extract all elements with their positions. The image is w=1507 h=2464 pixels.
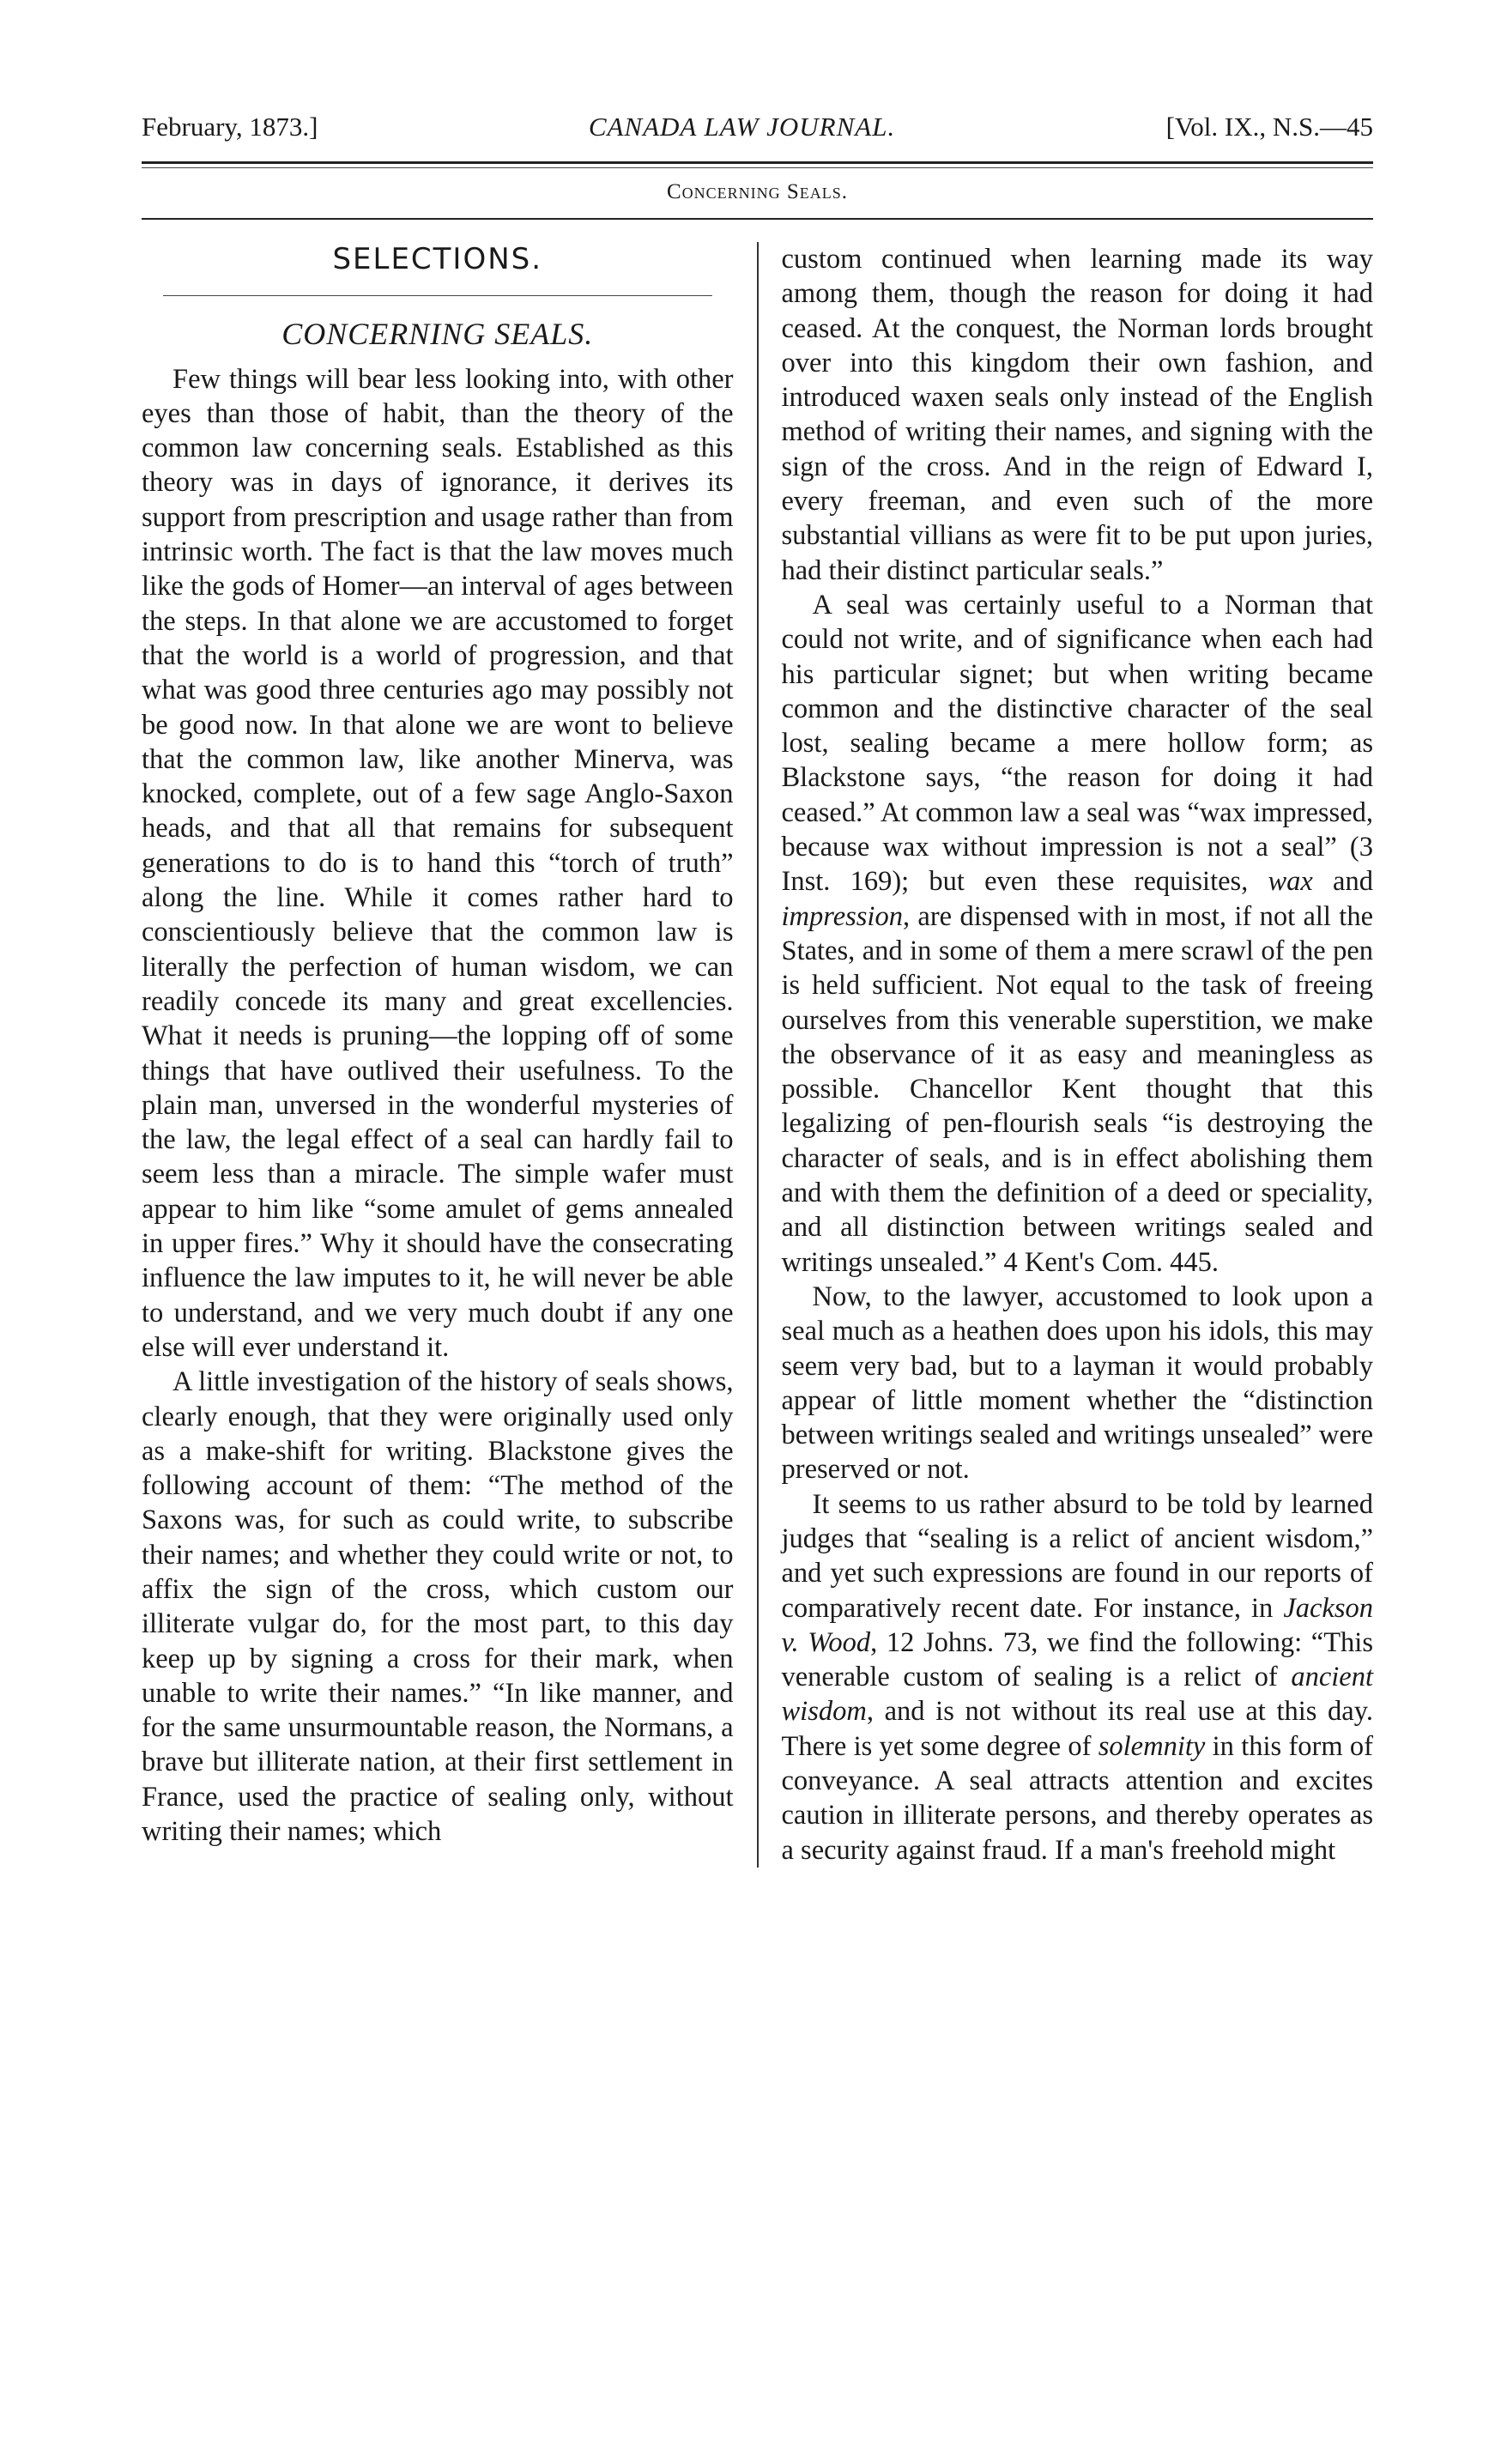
header-date: February, 1873.] [142,112,318,142]
header-volume: [Vol. IX., N.S.—45 [1165,112,1373,142]
paragraph [782,1487,1374,1868]
article-title: CONCERNING SEALS. [281,317,594,352]
text-run: and [1312,866,1373,898]
heading-divider [163,295,712,296]
running-header [142,112,1373,164]
text-run: , 12 Johns. 73, we find the following: “This venerable custom of sealing is a relict of [781,1626,1373,1693]
text-run: , and is not without its real use at this day. There is yet some degree of [781,1696,1373,1762]
column-divider [757,242,759,1868]
paragraph: Few things will bear less looking into, with other eyes than those of habit, than the theory of the common law concerning seals. Established as this theory was in days of ignorance, it derives its support from prescription and usage rather than from intrinsic worth. The fact is that the law moves much like the gods of Homer—an interval of ages between the steps. In that alone we are accustomed to forget that the world is a world of progression, and that what was good three centuries ago may possibly not be good now. In that alone we are wont to believe that the common law, like another Minerva, was knocked, complete, out of a few sage Anglo-Saxon heads, and that all that remains for subsequent generations to do is to hand this “torch of truth” along the line. While it comes rather hard to conscientiously believe that the common law is literally the perfection of human wisdom, we can readily concede its many and great excellencies. What it needs is pruning—the lopping off of some things that have outlived their usefulness. To the plain man, unversed in the wonderful mysteries of the law, the legal effect of a seal can hardly fail to seem less than a miracle. The simple wafer must appear to him like “some amulet of gems annealed in upper fires.” Why it should have the consecrating influence the law imputes to it, he will never be able to understand, and we very much doubt if any one else will ever understand it. [142,363,734,1363]
section-title: Concerning Seals. [142,167,1373,220]
left-column [142,242,734,1868]
paragraph [782,588,1374,1280]
paragraph: Now, to the lawyer, accustomed to look upon a seal much as a heathen does upon his idols, this may seem very bad, but to a layman it would probably appear of little moment whether the “distinction between writings sealed and writings unsealed” were preserved or not. [781,1280,1373,1486]
text-run: A seal was certainly useful to a Norman that could not write, and of significance when each had his particular signet; but when writing became common and the distinctive character of the seal lost, sealing became a mere hollow form; as Blackstone says, “the reason for doing it had ceased.” At common law a seal was “wax impressed, because wax without impression is not a seal” (3 Inst. 169); but even these requisites, [781,589,1373,898]
article-columns [142,242,1373,1868]
case-name: Jackson v. Wood [781,1592,1373,1658]
text-run: It seems to us rather absurd to be told by learned judges that “sealing is a relict of ancient wisdom,” and yet such expressions are found in our reports of comparatively recent date. For instance, in [781,1488,1373,1624]
text-run: , are dispensed with in most, if not all the States, and in some of them a mere scrawl of the pen is held sufficient. Not equal to the task of freeing ourselves from this venerable superstition, we make the observance of it as easy and meaningless as possible. Chancellor Kent thought that this legalizing of pen-flourish seals “is destroying the character of seals, and is in effect abolishing them and with them the definition of a deed or speciality, and all distinction between writings sealed and writings unsealed.” 4 Kent's Com. 445. [781,900,1373,1278]
paragraph: custom continued when learning made its way among them, though the reason for doing it had ceased. At the conquest, the Norman lords brought over into this kingdom their own fashion, and introduced waxen seals only instead of the English method of writing their names, and signing with the sign of the cross. And in the reign of Edward I, every freeman, and even such of the more substantial villians as were fit to be put upon juries, had their distinct particular seals.” [781,244,1373,586]
emphasis-solemnity: solemnity [1098,1730,1206,1762]
selections-heading: SELECTIONS. [332,242,543,276]
journal-page [142,112,1373,1868]
emphasis-wax: wax [1268,866,1313,898]
header-journal-title: CANADA LAW JOURNAL. [588,112,896,142]
emphasis-ancient-wisdom: ancient wisdom [781,1662,1373,1728]
paragraph: A little investigation of the history of seals shows, clearly enough, that they were originally used only as a make-shift for writing. Blackstone gives the following account of them: “The method of the Saxons was, for such as could write, to subscribe their names; and whether they could write or not, to affix the sign of the cross, which custom our illiterate vulgar do, for the most part, to this day keep up by signing a cross for their mark, when unable to write their names.” “In like manner, and for the same unsurmountable reason, the Normans, a brave but illiterate nation, at their first settlement in France, used the practice of sealing only, without writing their names; which [142,1366,734,1848]
emphasis-impression: impression [781,900,903,932]
right-column [782,242,1374,1868]
text-run: in this form of conveyance. A seal attracts attention and excites caution in illiterate persons, and thereby operates as a security against fraud. If a man's freehold might [781,1730,1374,1866]
